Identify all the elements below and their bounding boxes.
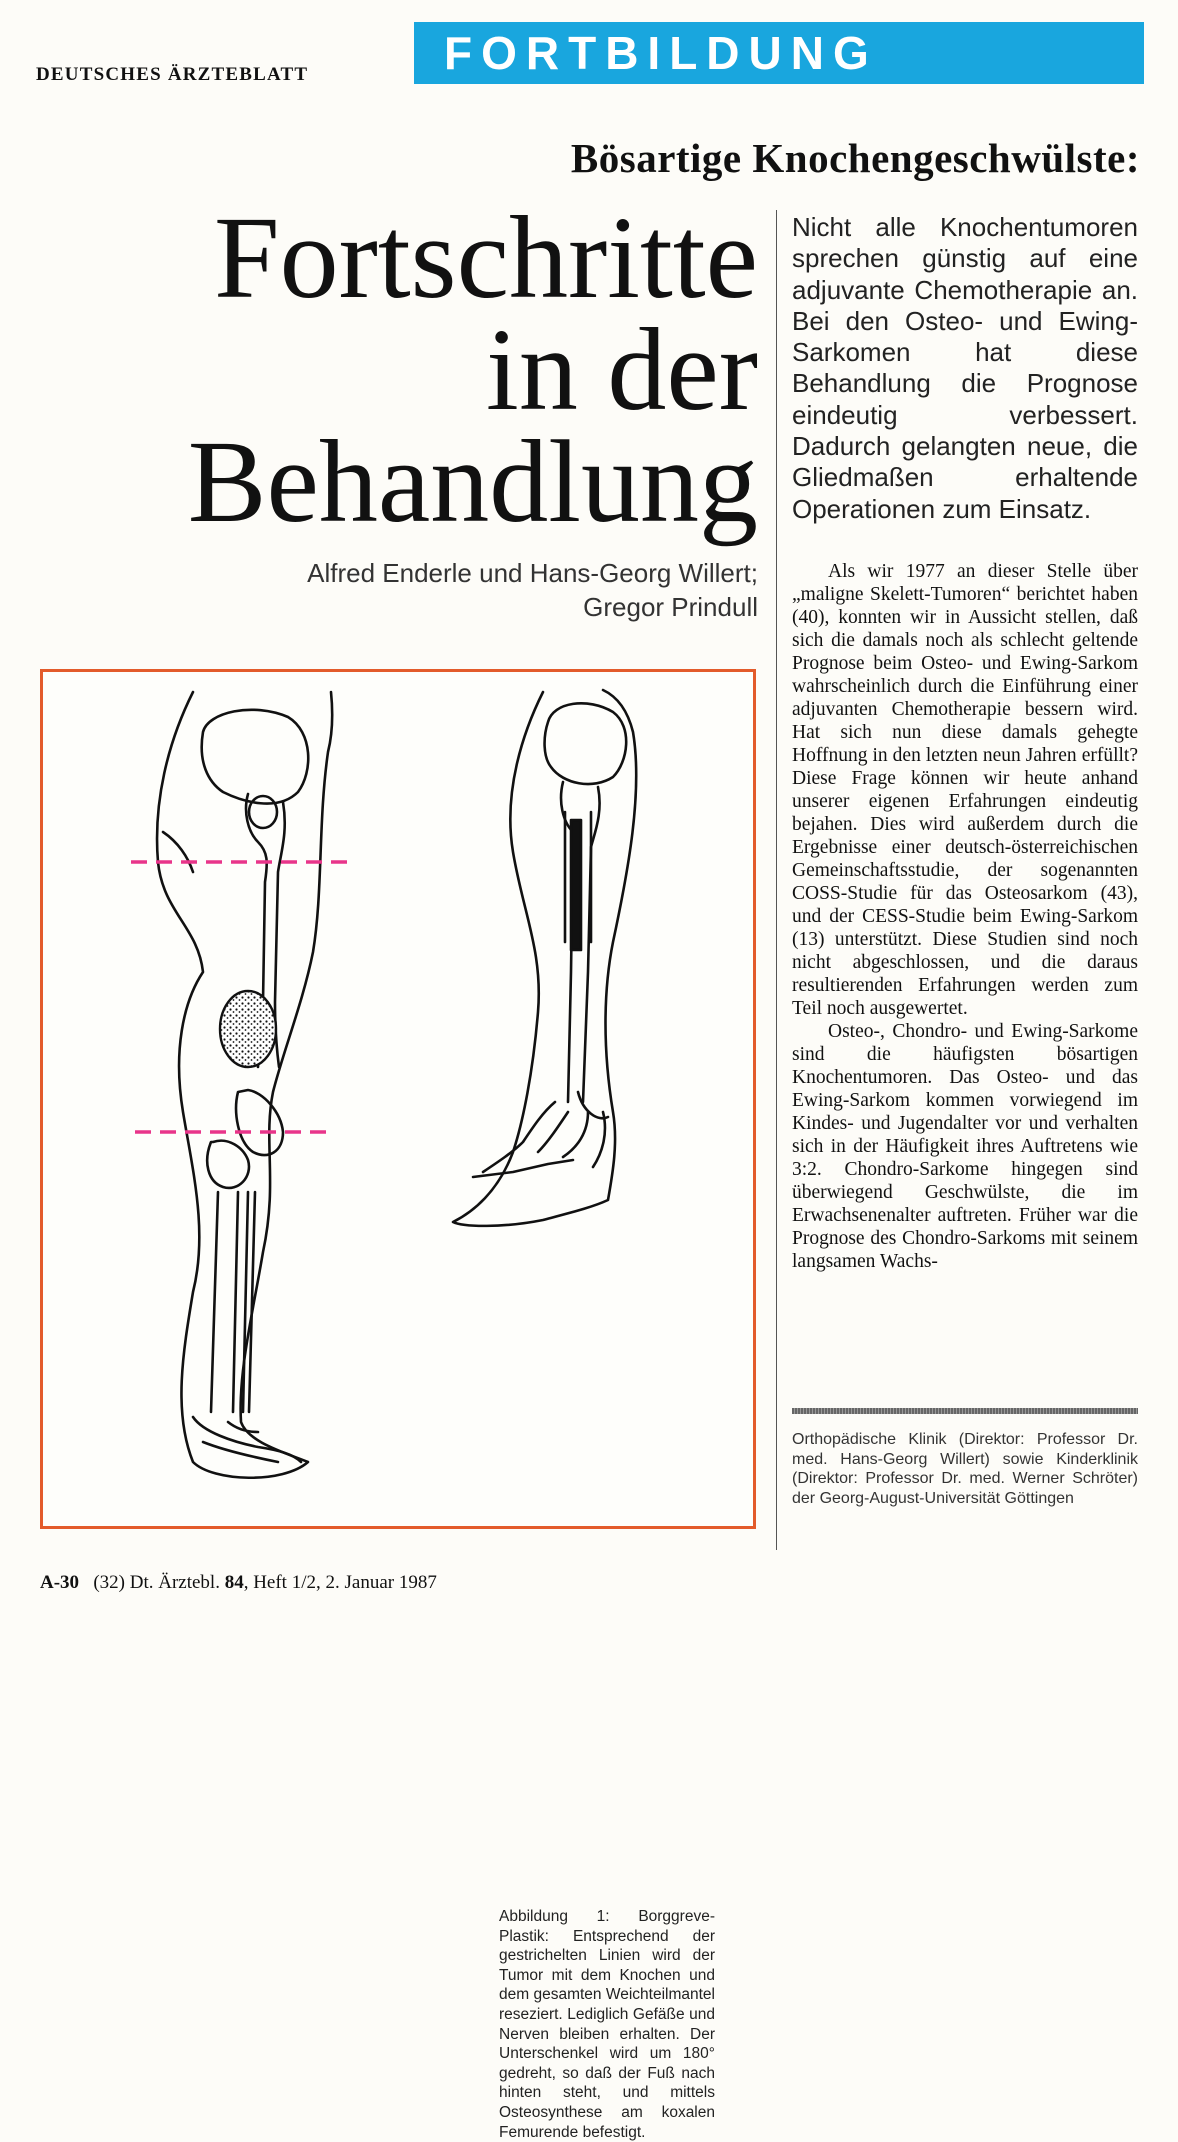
title-line-2: in der xyxy=(486,304,758,435)
authors-line-2: Gregor Prindull xyxy=(583,592,758,622)
affiliation-rule xyxy=(792,1408,1138,1414)
body-paragraph-2: Osteo-, Chondro- und Ewing-Sarkome sind die häufigsten bösartigen Knochentumoren. Das Osteo- und das Ewing-Sarkom kommen vorwiegend im Kindes- und Jugendalter vor und verhalten sich in der Häufigkeit ihres Auftretens wie 3:2. Chondro-Sarkome hingegen sind überwiegend Geschwülste, die im Erwachsenenalter auftreten. Früher war die Prognose des Chondro-Sarkoms mit seinem langsamen Wachs- xyxy=(792,1021,1138,1272)
column-divider xyxy=(776,210,777,1550)
article-title xyxy=(40,192,758,547)
leg-after-rotationplasty-icon xyxy=(453,690,636,1226)
figure-caption: Abbildung 1: Borggreve-Plastik: Entsprechend der gestrichelten Linien wird der Tumor mit dem Knochen und dem gesamten Weichteilmantel reseziert. Lediglich Gefäße und Nerven bleiben erhalten. Der Unterschenkel wird um 180° gedreht, so daß der Fuß nach hinten steht, und mittels Osteosynthese am koxalen Femurende befestigt. xyxy=(499,1908,715,2141)
leg-before-icon xyxy=(157,692,332,1478)
article-kicker: Bösartige Knochengeschwülste: xyxy=(570,135,1140,181)
section-banner: FORTBILDUNG xyxy=(414,22,1144,84)
affiliation: Orthopädische Klinik (Direktor: Professor Dr. med. Hans-Georg Willert) sowie Kinderklinik (Direktor: Professor Dr. med. Werner Schröter) der Georg-August-Universität Göttingen xyxy=(792,1431,1138,1507)
authors xyxy=(180,556,758,624)
body-text xyxy=(792,560,1138,1273)
footer-issue: , Heft 1/2, 2. Januar 1987 xyxy=(243,1572,437,1593)
page-footer xyxy=(40,1572,437,1594)
footer-ref: (32) Dt. Ärztebl. xyxy=(93,1572,220,1593)
lead-paragraph: Nicht alle Knochentumoren sprechen günstig auf eine adjuvante Chemotherapie an. Bei den Osteo- und Ewing-Sarkomen hat diese Behandlung die Prognose eindeutig verbessert. Dadurch gelangten neue, die Gliedmaßen erhaltende Operationen zum Einsatz. xyxy=(792,212,1138,524)
title-line-3: Behandlung xyxy=(187,416,758,547)
tumor-mark xyxy=(220,991,276,1067)
journal-name: DEUTSCHES ÄRZTEBLATT xyxy=(36,64,309,85)
body-paragraph-1: Als wir 1977 an dieser Stelle über „maligne Skelett-Tumoren“ berichtet haben (40), konnten wir in Aussicht stellen, daß sich die damals noch als schlecht geltende Prognose beim Osteo- und Ewing-Sarkom wahrscheinlich durch die Einführung einer adjuvanten Chemotherapie bessern wird. Hat sich nun diese damals gehegte Hoffnung in den letzten neun Jahren erfüllt? Diese Frage können wir heute anhand unserer eigenen Erfahrungen eindeutig bejahen. Dies wird außerdem durch die Ergebnisse einer deutsch-österreichischen Gemeinschaftsstudie, der sogenannten COSS-Studie für das Osteosarkom (43), und der CESS-Studie beim Ewing-Sarkom (13) unterstützt. Diese Studien sind noch nicht abgeschlossen, und die daraus resultierenden Erfahrungen werden zum Teil noch ausgewertet. xyxy=(792,561,1138,1019)
authors-line-1: Alfred Enderle und Hans-Georg Willert; xyxy=(307,558,758,588)
page-number: A-30 xyxy=(40,1572,80,1593)
footer-volume: 84 xyxy=(224,1572,244,1593)
title-line-1: Fortschritte xyxy=(213,192,758,323)
figure-illustration xyxy=(43,672,753,1526)
